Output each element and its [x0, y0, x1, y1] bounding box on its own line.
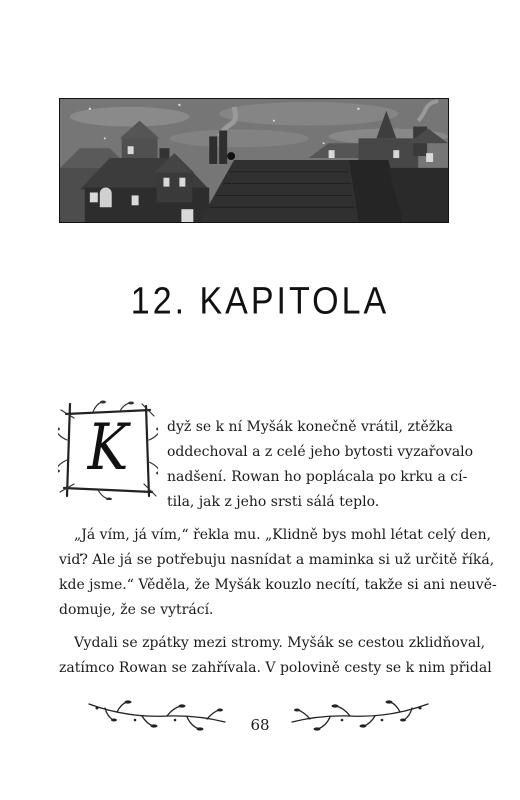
- vine-ornament-right-icon: [290, 696, 430, 736]
- rooftops-illustration: [59, 98, 449, 223]
- chapter-title: 12. KAPITOLA: [130, 279, 390, 323]
- page-number: 68: [250, 716, 270, 734]
- text-line: oddechoval a z celé jeho bytosti vyzařovalo: [167, 444, 474, 460]
- text-line: zatímco Rowan se zahřívala. V polovině cesty se k nim přidal: [59, 660, 492, 676]
- text-line: kde jsme.“ Věděla, že Myšák kouzlo necítí, takže si ani neuvě-: [59, 577, 497, 593]
- text-line: nadšení. Rowan ho poplácala po krku a cí-: [167, 469, 468, 485]
- text-line: viď? Ale já se potřebuju nasnídat a maminka si už určitě říká,: [59, 552, 495, 568]
- dropcap-letter: K: [87, 411, 129, 485]
- text-line: domuje, že se vytrácí.: [59, 602, 214, 618]
- text-line: Vydali se zpátky mezi stromy. Myšák se cestou zklidňoval,: [74, 635, 486, 651]
- text-line: „Já vím, já vím,“ řekla mu. „Klidně bys mohl létat celý den,: [74, 527, 492, 543]
- dropcap: [58, 400, 158, 500]
- rooftops-night-illustration: [60, 99, 448, 222]
- text-line: tila, jak z jeho srsti sálá teplo.: [167, 494, 380, 510]
- text-line: dyž se k ní Myšák konečně vrátil, ztěžka: [167, 419, 453, 435]
